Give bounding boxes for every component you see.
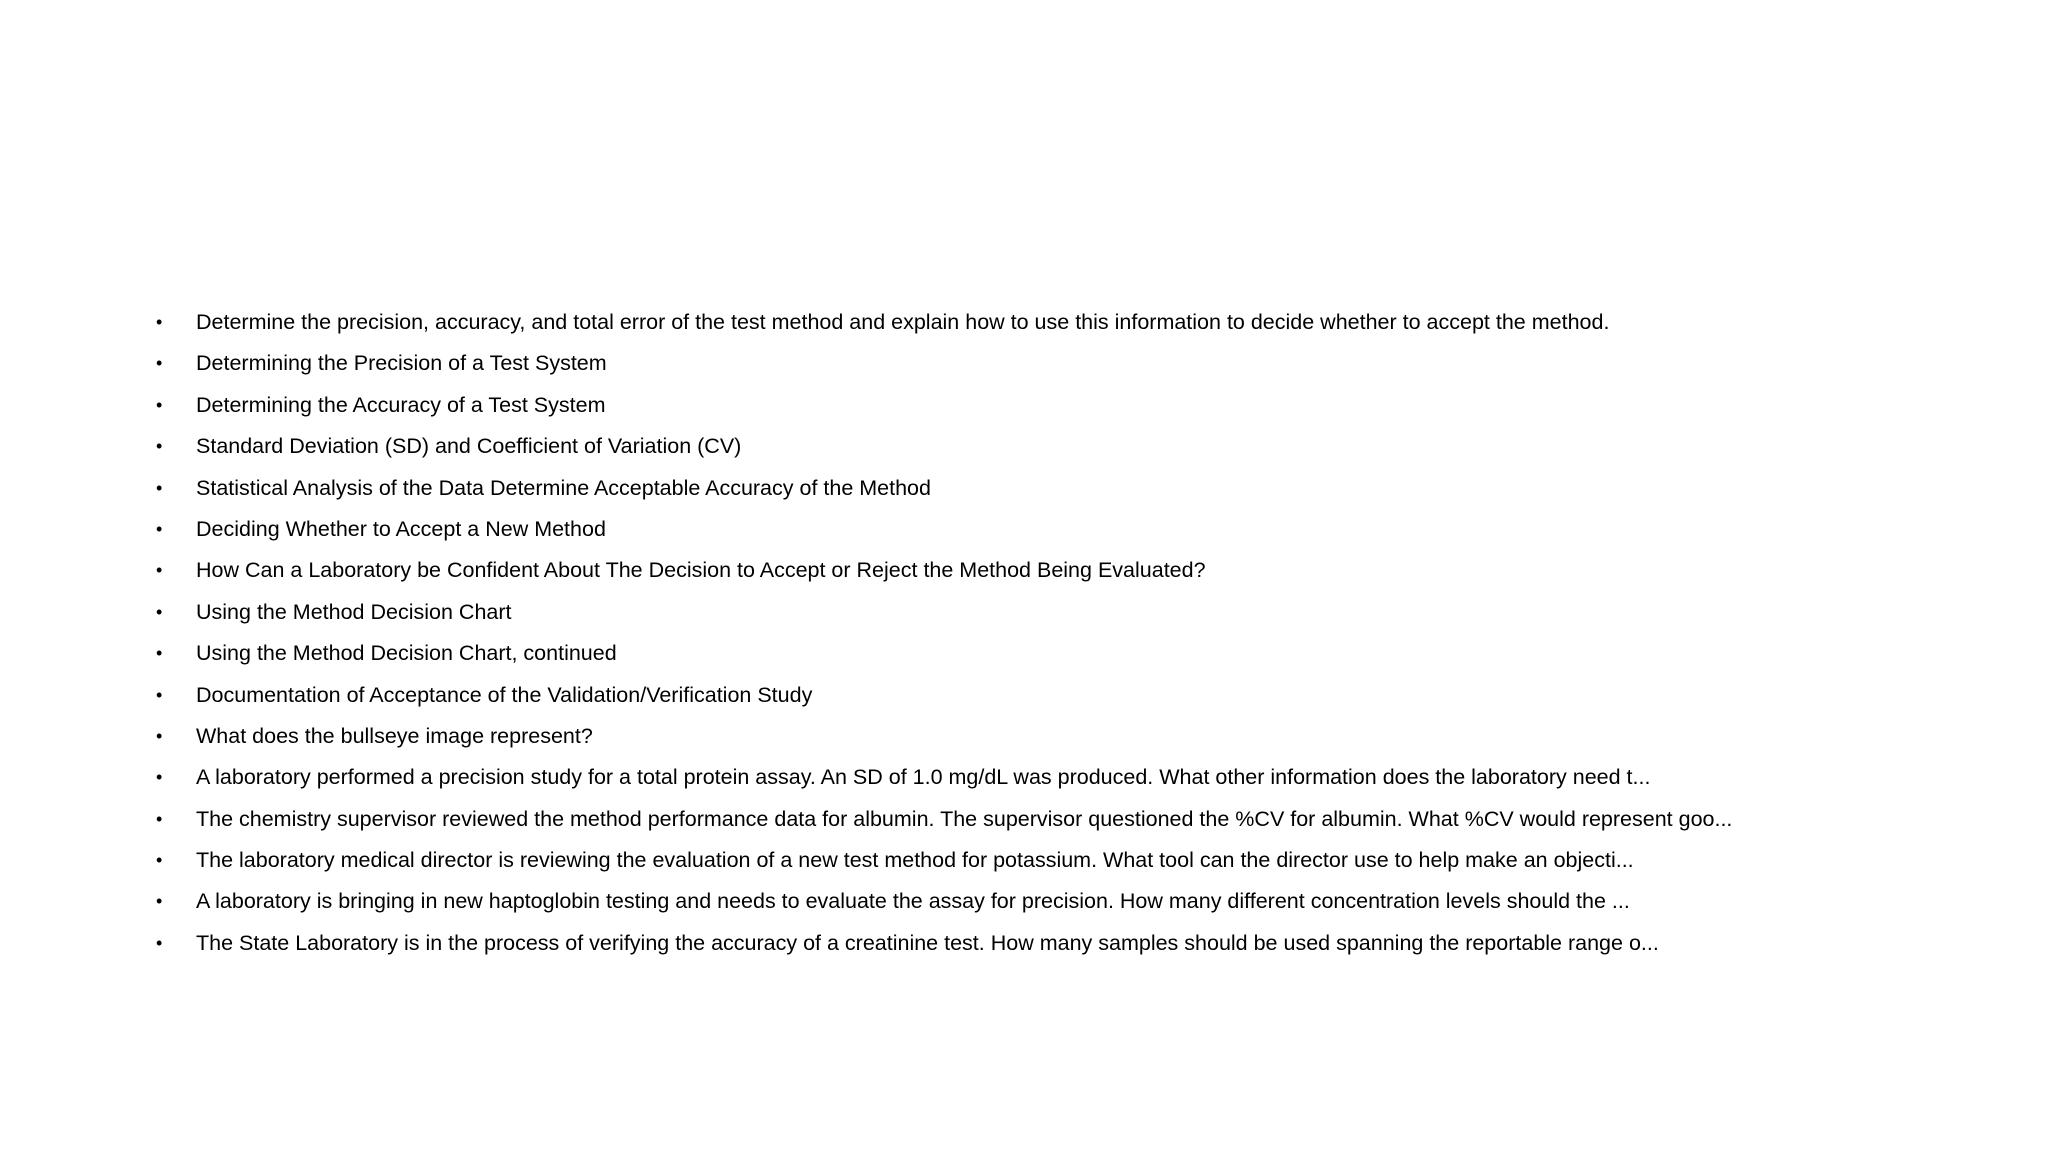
list-item [148,675,2008,716]
list-item-text: The State Laboratory is in the process of verifying the accuracy of a creatinine test. How many samples should be used spanning the reportable range o... [196,930,1659,955]
list-item [148,550,2008,591]
list-item [148,840,2008,881]
bullet-icon: • [156,850,163,871]
list-item-text: Standard Deviation (SD) and Coefficient of Variation (CV) [196,434,742,459]
bullet-icon: • [156,518,163,539]
list-item-text: Determine the precision, accuracy, and total error of the test method and explain how to use this information to decide whether to accept the method. [196,310,1610,334]
list-item-text: Documentation of Acceptance of the Validation/Verification Study [196,682,813,707]
list-item [148,799,2008,840]
list-item-text: Statistical Analysis of the Data Determine Acceptable Accuracy of the Method [196,475,931,500]
list-item-text: The laboratory medical director is reviewing the evaluation of a new test method for potassium. What tool can the director use to help make an objecti... [196,848,1634,873]
bullet-icon: • [156,394,163,415]
bullet-icon: • [156,436,163,457]
bullet-icon: • [156,684,163,705]
bullet-icon: • [156,353,163,374]
bullet-icon: • [156,767,163,788]
list-item [148,426,2008,467]
bullet-icon: • [156,477,163,498]
bullet-icon: • [156,891,163,912]
bullet-icon: • [156,643,163,664]
list-item-text: How Can a Laboratory be Confident About The Decision to Accept or Reject the Method Being Evaluated? [196,558,1206,583]
list-item-text: The chemistry supervisor reviewed the method performance data for albumin. The supervisor questioned the %CV for albumin. What %CV would represent goo... [196,806,1733,831]
list-item [148,509,2008,550]
list-item-text: Using the Method Decision Chart [196,599,512,624]
bullet-icon: • [156,601,163,622]
list-item-text: Determining the Precision of a Test System [196,351,607,376]
list-item [148,302,2008,343]
list-item [148,592,2008,633]
list-item-text: What does the bullseye image represent? [196,723,593,748]
list-item-text: Determining the Accuracy of a Test System [196,392,606,417]
bullet-list [148,302,2008,964]
list-item [148,716,2008,757]
list-item-text: A laboratory is bringing in new haptoglobin testing and needs to evaluate the assay for precision. How many different concentration levels should the ... [196,889,1630,914]
list-item [148,881,2008,922]
list-item-text: A laboratory performed a precision study for a total protein assay. An SD of 1.0 mg/dL was produced. What other information does the laboratory need t... [196,765,1651,790]
list-item [148,923,2008,964]
list-item [148,757,2008,798]
bullet-icon: • [156,808,163,829]
list-item [148,633,2008,674]
list-item-text: Deciding Whether to Accept a New Method [196,516,606,541]
bullet-icon: • [156,560,163,581]
list-item [148,468,2008,509]
bullet-icon: • [156,932,163,953]
bullet-icon: • [156,725,163,746]
list-item [148,385,2008,426]
list-item [148,343,2008,384]
bullet-icon: • [156,312,163,332]
list-item-text: Using the Method Decision Chart, continued [196,641,617,666]
